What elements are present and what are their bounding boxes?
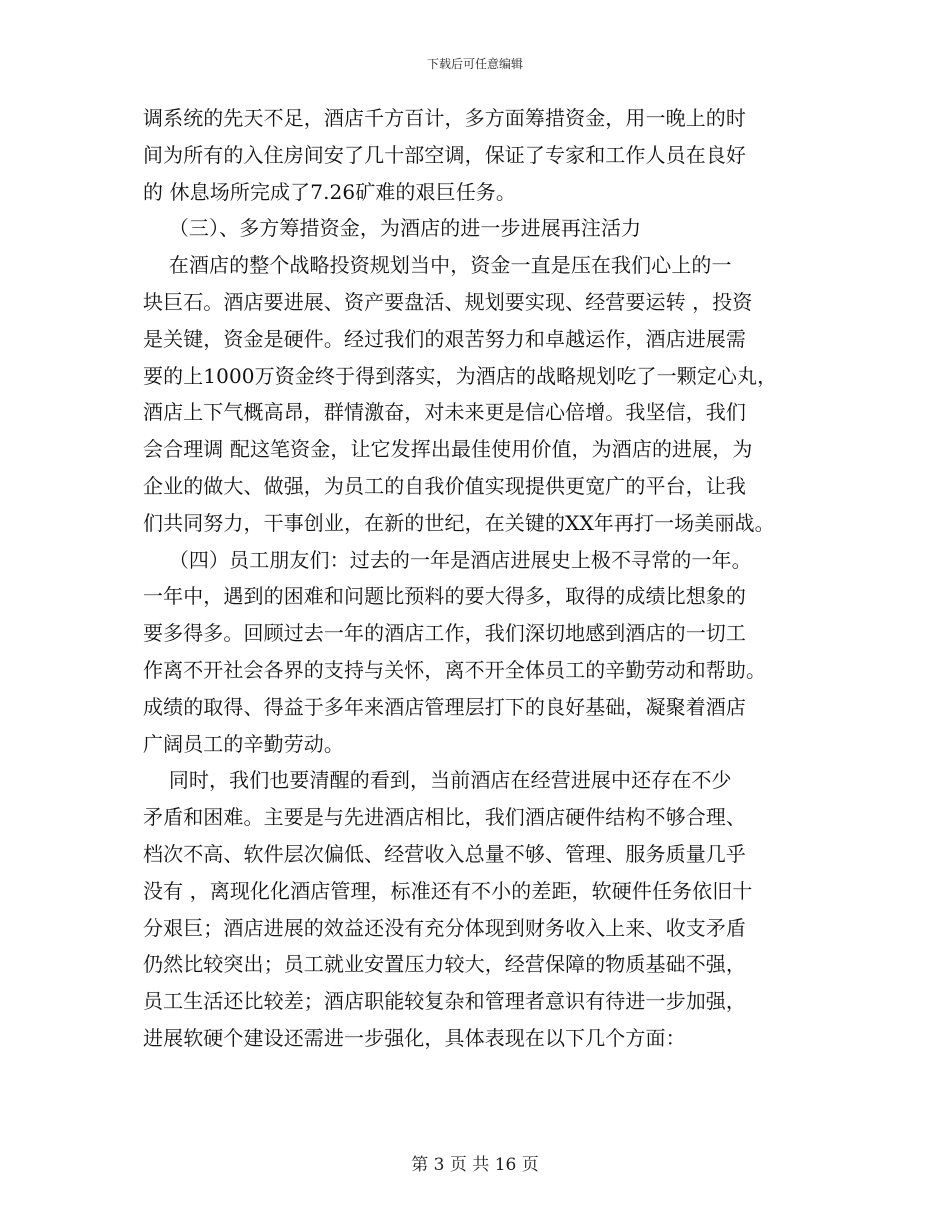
body-text <box>143 100 823 1057</box>
text-line: 分艰巨；酒店进展的效益还没有充分体现到财务收入上来、收支矛盾 <box>143 915 746 940</box>
text-line: 矛盾和困难。主要是与先进酒店相比，我们酒店硬件结构不够合理、 <box>143 805 746 830</box>
text-line: 一年中，遇到的困难和问题比预料的要大得多，取得的成绩比想象的 <box>143 584 746 609</box>
text-line: 成绩的取得、得益于多年来酒店管理层打下的良好基础，凝聚着酒店 <box>143 694 746 719</box>
text-line: 的 休息场所完成了7.26矿难的艰巨任务。 <box>143 179 516 204</box>
page-footer: 第 3 页 共 16 页 <box>411 1155 539 1175</box>
text-line: 作离不开社会各界的支持与关怀，离不开全体员工的辛勤劳动和帮助。 <box>143 657 767 682</box>
page-header: 下载后可任意编辑 <box>426 57 523 71</box>
text-line: 间为所有的入住房间安了几十部空调，保证了专家和工作人员在良好 <box>143 142 746 167</box>
text-line: 在酒店的整个战略投资规划当中，资金一直是压在我们心上的一 <box>143 253 732 278</box>
text-line: 档次不高、软件层次偏低、经营收入总量不够、管理、服务质量几乎 <box>143 841 746 866</box>
text-line: 是关键，资金是硬件。经过我们的艰苦努力和卓越运作，酒店进展需 <box>143 326 746 351</box>
text-line: 企业的做大、做强，为员工的自我价值实现提供更宽广的平台，让我 <box>143 473 746 498</box>
text-line: （四）员工朋友们：过去的一年是酒店进展史上极不寻常的一年。 <box>143 547 752 572</box>
text-line: （三）、多方筹措资金，为酒店的进一步进展再注活力 <box>143 216 642 241</box>
text-line: 仍然比较突出；员工就业安置压力较大，经营保障的物质基础不强， <box>143 952 746 977</box>
text-line: 们共同努力，干事创业，在新的世纪，在关键的XX年再打一场美丽战。 <box>143 510 775 535</box>
text-line: 要多得多。回顾过去一年的酒店工作，我们深切地感到酒店的一切工 <box>143 621 746 646</box>
text-line: 要的上1000万资金终于得到落实，为酒店的战略规划吃了一颗定心丸， <box>143 363 778 388</box>
text-line: 没有 ，离现化化酒店管理，标准还有不小的差距，软硬件任务依旧十 <box>143 878 753 903</box>
text-line: 同时，我们也要清醒的看到，当前酒店在经营进展中还存在不少 <box>143 768 732 793</box>
text-line: 广阔员工的辛勤劳动。 <box>143 731 344 756</box>
text-line: 员工生活还比较差；酒店职能较复杂和管理者意识有待进一步加强， <box>143 989 746 1014</box>
text-line: 调系统的先天不足，酒店千方百计，多方面筹措资金，用一晚上的时 <box>143 106 746 130</box>
text-line: 进展软硬个建设还需进一步强化，具体表现在以下几个方面： <box>143 1025 686 1050</box>
text-line: 酒店上下气概高昂，群情激奋，对未来更是信心倍增。我坚信，我们 <box>143 400 746 425</box>
text-line: 块巨石。酒店要进展、资产要盘活、规划要实现、经营要运转 ，投资 <box>143 289 753 314</box>
text-line: 会合理调 配这笔资金，让它发挥出最佳使用价值，为酒店的进展，为 <box>143 437 753 462</box>
